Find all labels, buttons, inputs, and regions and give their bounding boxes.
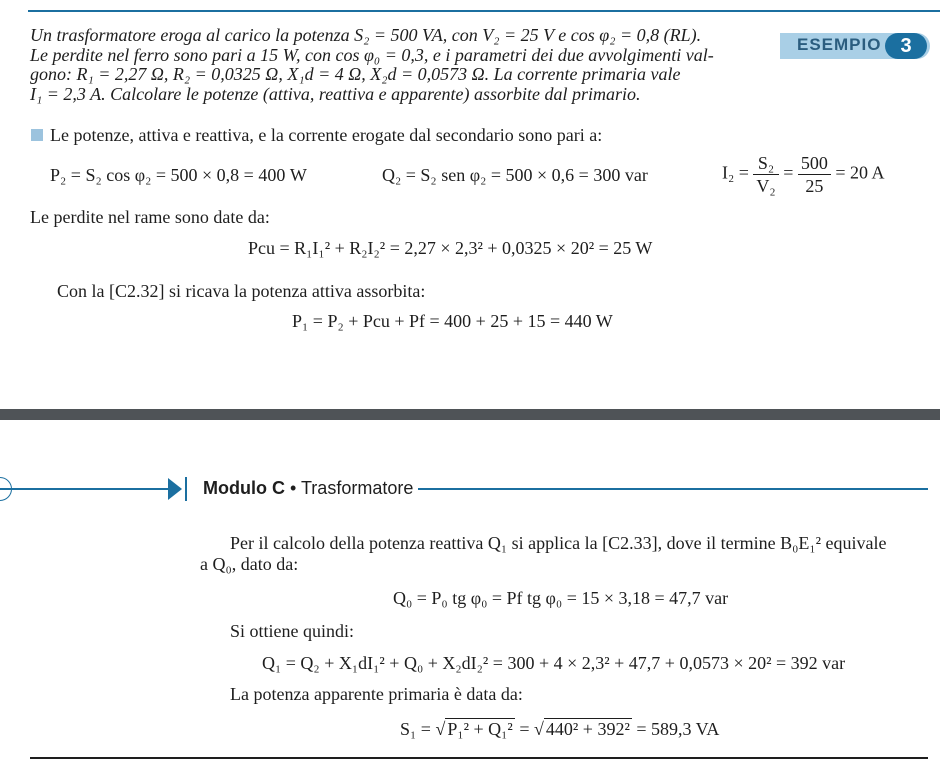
module-heading: Modulo C • Trasformatore xyxy=(203,478,414,498)
module-label: Modulo C xyxy=(203,478,285,498)
example-badge-number: 3 xyxy=(885,33,927,59)
equation-pcu: Pcu = R₁I₁² + R₂I₂² = 2,27 × 2,3² + 0,0325 × 20² = 25 W xyxy=(248,238,653,258)
bullet-square-icon xyxy=(31,129,43,141)
fraction-s2-v2-num: S₂ xyxy=(753,152,778,175)
equation-q2: Q₂ = S₂ sen φ₂ = 500 × 0,6 = 300 var xyxy=(382,165,648,185)
equation-s1: S₁ = √ P₁² + Q₁² = √ 440² + 392² = 589,3 VA xyxy=(400,719,720,739)
top-rule xyxy=(28,10,940,12)
equation-i2-lhs: I₂ = xyxy=(722,162,749,183)
arrow-bar-icon xyxy=(185,477,187,501)
problem-line-1: Un trasformatore eroga al carico la potenza S₂ = 500 VA, con V₂ = 25 V e cos φ₂ = 0,8 (RL). xyxy=(30,25,702,45)
sqrt-440-392: 440² + 392² xyxy=(545,719,630,739)
footer-rule-left xyxy=(0,488,170,490)
paragraph-2: Le perdite nel rame sono date da: xyxy=(30,207,270,227)
sqrt-p1-q1: P₁² + Q₁² xyxy=(447,719,513,739)
equation-i2: I₂ = $\frac{\text{S₂}}{\text{V₂}}$ = $\frac{500}{25}$ = 20 A xyxy=(722,153,885,196)
problem-statement xyxy=(30,26,755,104)
equation-q0: Q₀ = P₀ tg φ₀ = Pf tg φ₀ = 15 × 3,18 = 47,7 var xyxy=(393,588,729,608)
play-arrow-icon xyxy=(168,478,182,500)
paragraph-5: Si ottiene quindi: xyxy=(230,621,354,641)
fraction-s2-v2 xyxy=(753,152,778,197)
fraction-500-25-num: 500 xyxy=(798,152,831,175)
module-title: Trasformatore xyxy=(300,478,414,498)
paragraph-6: La potenza apparente primaria è data da: xyxy=(230,684,523,704)
example-badge-label: ESEMPIO xyxy=(797,35,882,54)
equation-s1-mid: = xyxy=(519,719,530,739)
paragraph-1: Le potenze, attiva e reattiva, e la corrente erogate dal secondario sono pari a: xyxy=(50,125,603,145)
fraction-500-25 xyxy=(798,152,831,197)
paragraph-4b: a Q₀, dato da: xyxy=(200,554,299,574)
paragraph-3: Con la [C2.32] si ricava la potenza attiva assorbita: xyxy=(57,281,426,301)
bottom-rule xyxy=(30,757,928,759)
equation-s1-lhs: S₁ = xyxy=(400,719,431,739)
footer-rule-right xyxy=(418,488,928,490)
equation-s1-rhs: = 589,3 VA xyxy=(636,719,720,739)
equation-p2: P₂ = S₂ cos φ₂ = 500 × 0,8 = 400 W xyxy=(50,165,307,185)
page-separator-bar xyxy=(0,409,940,420)
paragraph-4a: Per il calcolo della potenza reattiva Q₁ si applica la [C2.33], dove il termine B₀E₁² equivale xyxy=(230,533,887,553)
equation-i2-rhs: = 20 A xyxy=(835,162,885,183)
problem-line-3: gono: R₁ = 2,27 Ω, R₂ = 0,0325 Ω, X₁d = 4 Ω, X₂d = 0,0573 Ω. La corrente primaria vale xyxy=(30,64,681,84)
problem-line-2: Le perdite nel ferro sono pari a 15 W, con cos φ₀ = 0,3, e i parametri dei due avvolgimenti val- xyxy=(30,44,714,65)
problem-line-4: I₁ = 2,3 A. Calcolare le potenze (attiva, reattiva e apparente) assorbite dal primario. xyxy=(30,83,641,104)
equation-q1: Q₁ = Q₂ + X₁dI₁² + Q₀ + X₂dI₂² = 300 + 4 × 2,3² + 47,7 + 0,0573 × 20² = 392 var xyxy=(262,653,846,673)
equation-p1: P₁ = P₂ + Pcu + Pf = 400 + 25 + 15 = 440 W xyxy=(292,311,613,331)
fraction-500-25-den: 25 xyxy=(805,176,824,196)
fraction-s2-v2-den: V₂ xyxy=(756,176,776,196)
